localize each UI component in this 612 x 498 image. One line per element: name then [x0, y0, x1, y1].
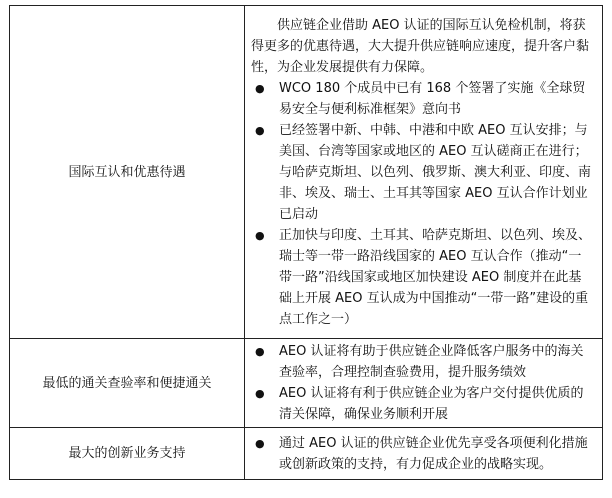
bullet-text: AEO 认证将有助于供应链企业降低客户服务中的海关查验率，合理控制查验费用，提升服务绩效 [279, 344, 584, 380]
table-row [10, 6, 603, 339]
table-row [10, 428, 603, 480]
row-label-international-recognition: 国际互认和优惠待遇 [10, 6, 245, 339]
list-item [251, 120, 594, 225]
bullet-text: 正加快与印度、土耳其、哈萨克斯坦、以色列、埃及、瑞士等一带一路沿线国家的 AEO 互认合作（推动“一带一路”沿线国家或地区加快建设 AEO 制度并在此基础上开展 AEO 互认成为中国推动“一带一路”建设的重点工作之一） [279, 227, 592, 327]
list-item [251, 383, 594, 425]
bullet-icon: ● [255, 387, 265, 400]
bullet-icon: ● [255, 436, 265, 450]
list-item [251, 341, 594, 383]
bullet-list [251, 78, 594, 330]
bullet-icon: ● [255, 81, 265, 95]
bullet-icon: ● [255, 123, 265, 137]
row-content [245, 6, 603, 339]
bullet-list [251, 433, 594, 475]
intro-paragraph: 供应链企业借助 AEO 认证的国际互认免检机制，将获得更多的优惠待遇，大大提升供应链响应速度，提升客户黏性，为企业发展提供有力保障。 [251, 17, 590, 75]
bullet-icon: ● [255, 345, 265, 358]
bullet-text: WCO 180 个成员中已有 168 个签署了实施《全球贸易安全与便利标准框架》意向书 [279, 80, 586, 117]
list-item [251, 78, 594, 120]
row-label-customs-clearance: 最低的通关查验率和便捷通关 [10, 339, 245, 428]
bullet-text: 已经签署中新、中韩、中港和中欧 AEO 互认安排；与美国、台湾等国家或地区的 AEO 互认磋商正在进行；与哈萨克斯坦、以色列、俄罗斯、澳大利亚、印度、南非、埃及、瑞士、土耳其等国家 AEO 互认合作计划业已启动 [279, 122, 592, 222]
bullet-text: 通过 AEO 认证的供应链企业优先享受各项便利化措施或创新政策的支持，有力促成企业的战略实现。 [279, 435, 588, 472]
bullet-list [251, 341, 594, 425]
row-content [245, 428, 603, 480]
row-label-innovation-support: 最大的创新业务支持 [10, 428, 245, 480]
bullet-text: AEO 认证将有利于供应链企业为客户交付提供优质的清关保障，确保业务顺利开展 [279, 386, 584, 422]
row-content [245, 339, 603, 428]
bullet-icon: ● [255, 228, 265, 242]
table-row [10, 339, 603, 428]
benefits-table [9, 5, 603, 480]
list-item [251, 225, 594, 330]
list-item [251, 433, 594, 475]
